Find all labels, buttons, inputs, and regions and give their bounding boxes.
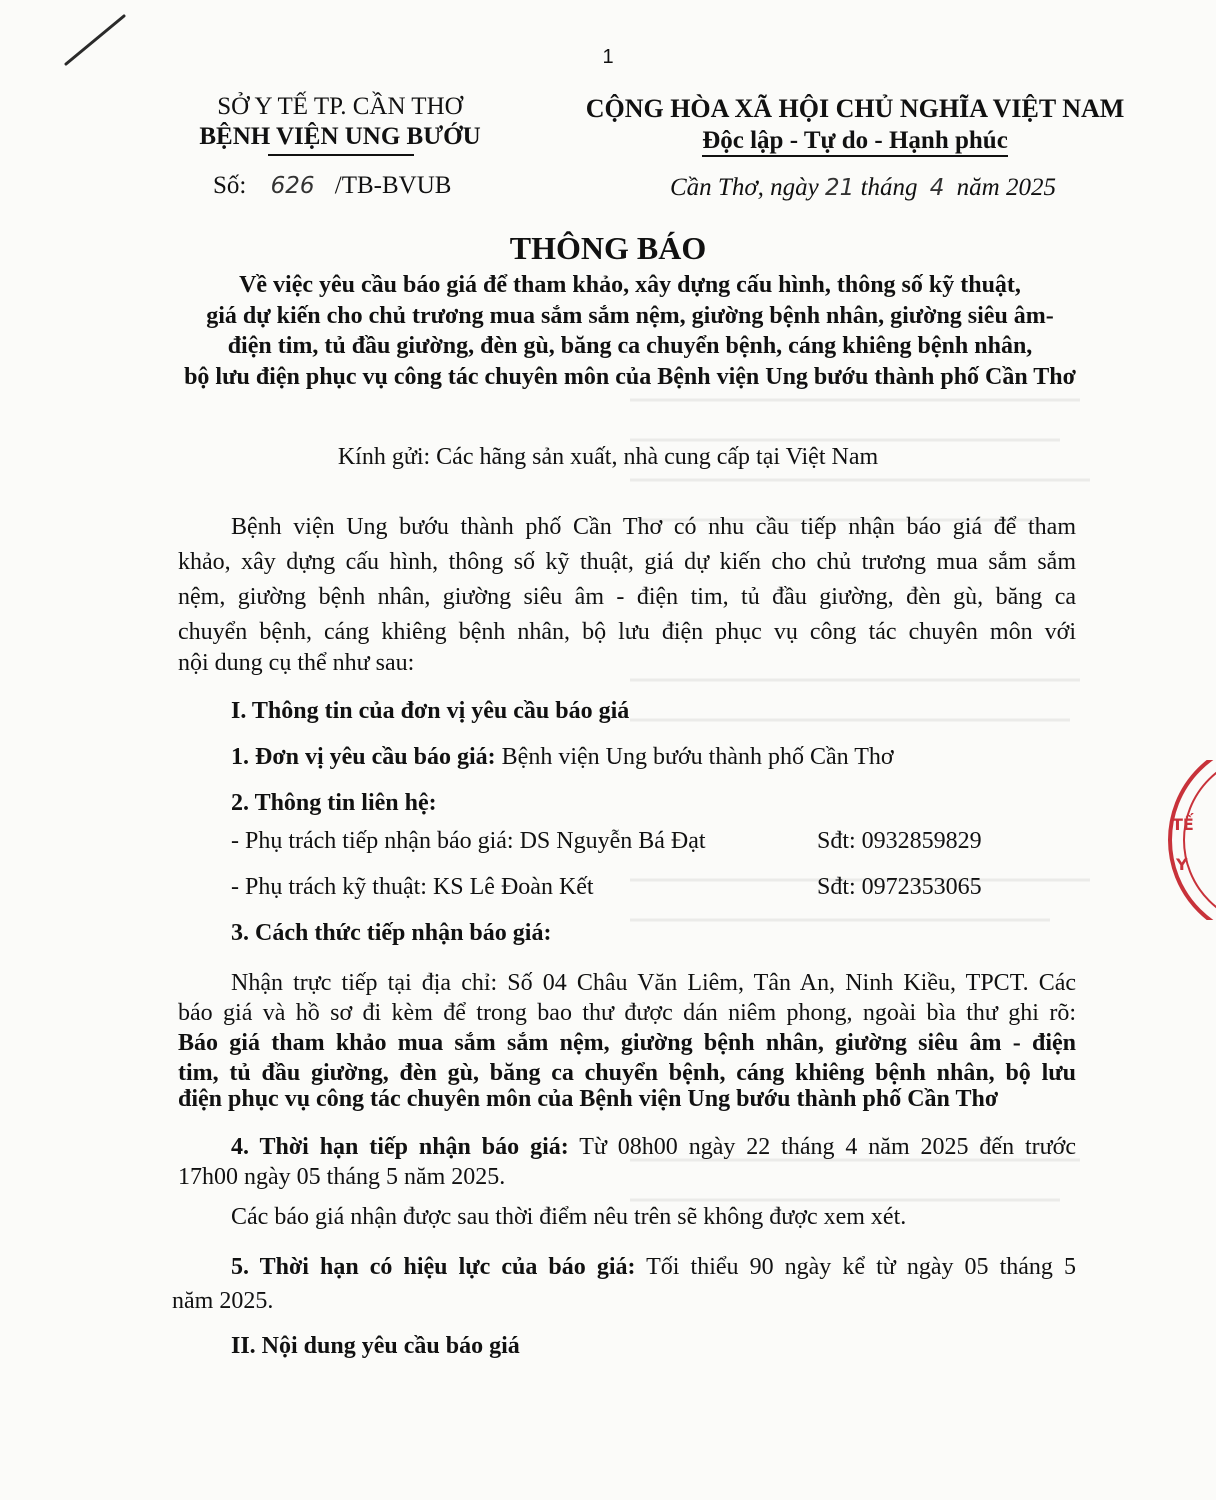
intro-line: Bệnh viện Ung bướu thành phố Cần Thơ có nhu cầu tiếp nhận báo giá để tham bbox=[231, 514, 1076, 540]
item-5 bbox=[231, 1250, 1076, 1285]
item-1-value: Bệnh viện Ung bướu thành phố Cần Thơ bbox=[501, 744, 894, 770]
date-month: 4 bbox=[929, 175, 945, 201]
date-year: năm 2025 bbox=[956, 174, 1056, 201]
item-4-value: Từ 08h00 ngày 22 tháng 4 năm 2025 đến trước bbox=[579, 1134, 1076, 1160]
section-2-heading: II. Nội dung yêu cầu báo giá bbox=[231, 1333, 520, 1359]
section-1-heading: I. Thông tin của đơn vị yêu cầu báo giá bbox=[231, 698, 630, 724]
item-3-text-line: Nhận trực tiếp tại địa chỉ: Số 04 Châu Văn Liêm, Tân An, Ninh Kiều, TPCT. Các bbox=[231, 970, 1076, 996]
item-4 bbox=[231, 1130, 1076, 1165]
item-5-value: Tối thiểu 90 ngày kể từ ngày 05 tháng 5 bbox=[646, 1254, 1076, 1280]
subtitle-line: bộ lưu điện phục vụ công tác chuyên môn của Bệnh viện Ung bướu thành phố Cần Thơ bbox=[184, 363, 1076, 390]
number-prefix: Số: bbox=[213, 172, 247, 199]
department-name: SỞ Y TẾ TP. CẦN THƠ bbox=[217, 93, 463, 120]
document-title: THÔNG BÁO bbox=[509, 230, 707, 266]
date-month-label: tháng bbox=[860, 174, 918, 201]
contact-2-phone: Sđt: 0972353065 bbox=[817, 874, 982, 900]
hospital-name-text: BỆNH VIỆN UNG BƯỚU bbox=[199, 123, 481, 150]
document-subtitle bbox=[130, 270, 1130, 392]
item-1 bbox=[231, 744, 894, 771]
hospital-underline bbox=[268, 153, 414, 157]
subtitle-line: Về việc yêu cầu báo giá để tham khảo, xây dựng cấu hình, thông số kỹ thuật, bbox=[239, 272, 1021, 298]
intro-line: khảo, xây dựng cấu hình, thông số kỹ thuật, giá dự kiến cho chủ trương mua sắm sắm bbox=[178, 549, 1076, 575]
item-3-bold-line: tim, tủ đầu giường, đèn gù, băng ca chuyển bệnh, cáng khiêng bệnh nhân, bộ lưu bbox=[178, 1060, 1076, 1086]
contact-1-role: - Phụ trách tiếp nhận báo giá: DS Nguyễn Bá Đạt bbox=[231, 828, 706, 854]
issue-date bbox=[670, 174, 1056, 202]
intro-line: nệm, giường bệnh nhân, giường siêu âm - điện tim, tủ đầu giường, đèn gù, băng ca bbox=[178, 584, 1076, 610]
item-4-value-line2: 17h00 ngày 05 tháng 5 năm 2025. bbox=[178, 1164, 506, 1190]
item-3-label: 3. Cách thức tiếp nhận báo giá: bbox=[231, 920, 552, 946]
contact-2-role: - Phụ trách kỹ thuật: KS Lê Đoàn Kết bbox=[231, 874, 594, 900]
page-number: 1 bbox=[602, 46, 614, 68]
subtitle-line: điện tim, tủ đầu giường, đèn gù, băng ca chuyển bệnh, cáng khiêng bệnh nhân, bbox=[227, 333, 1033, 359]
svg-text:TẾ: TẾ bbox=[1172, 815, 1194, 834]
subtitle-line: giá dự kiến cho chủ trương mua sắm sắm nệm, giường bệnh nhân, giường siêu âm- bbox=[206, 302, 1054, 329]
document-number bbox=[213, 172, 451, 200]
date-prefix: Cần Thơ, ngày bbox=[670, 174, 819, 201]
intro-line: nội dung cụ thể như sau: bbox=[178, 650, 415, 676]
item-2-label: 2. Thông tin liên hệ: bbox=[231, 790, 437, 816]
hospital-name bbox=[160, 122, 520, 152]
official-stamp bbox=[1160, 760, 1216, 920]
item-1-label: 1. Đơn vị yêu cầu báo giá: bbox=[231, 744, 496, 770]
intro-line: chuyển bệnh, cáng khiêng bệnh nhân, bộ lưu điện phục vụ công tác chuyên môn với bbox=[178, 619, 1076, 645]
date-day: 21 bbox=[825, 175, 855, 201]
item-5-label: 5. Thời hạn có hiệu lực của báo giá: bbox=[231, 1254, 636, 1280]
handwritten-number: 626 bbox=[270, 173, 315, 199]
country-name: CỘNG HÒA XÃ HỘI CHỦ NGHĨA VIỆT NAM bbox=[585, 94, 1125, 123]
item-3-bold-line: điện phục vụ công tác chuyên môn của Bệnh viện Ung bướu thành phố Cần Thơ bbox=[178, 1086, 999, 1112]
item-5-value-line2: năm 2025. bbox=[172, 1288, 274, 1314]
national-motto bbox=[565, 126, 1145, 156]
contact-1-phone: Sđt: 0932859829 bbox=[817, 828, 982, 854]
number-suffix: /TB-BVUB bbox=[334, 172, 452, 199]
greeting-line: Kính gửi: Các hãng sản xuất, nhà cung cấp tại Việt Nam bbox=[337, 444, 879, 470]
motto-text: Độc lập - Tự do - Hạnh phúc bbox=[702, 127, 1008, 157]
item-4-label: 4. Thời hạn tiếp nhận báo giá: bbox=[231, 1134, 569, 1160]
item-3-bold-line: Báo giá tham khảo mua sắm sắm nệm, giường bệnh nhân, giường siêu âm - điện bbox=[178, 1030, 1076, 1056]
item-3-text-line: báo giá và hồ sơ đi kèm để trong bao thư được dán niêm phong, ngoài bìa thư ghi rõ: bbox=[178, 1000, 1076, 1026]
item-4-note: Các báo giá nhận được sau thời điểm nêu trên sẽ không được xem xét. bbox=[231, 1204, 907, 1230]
svg-text:Y: Y bbox=[1176, 855, 1188, 874]
